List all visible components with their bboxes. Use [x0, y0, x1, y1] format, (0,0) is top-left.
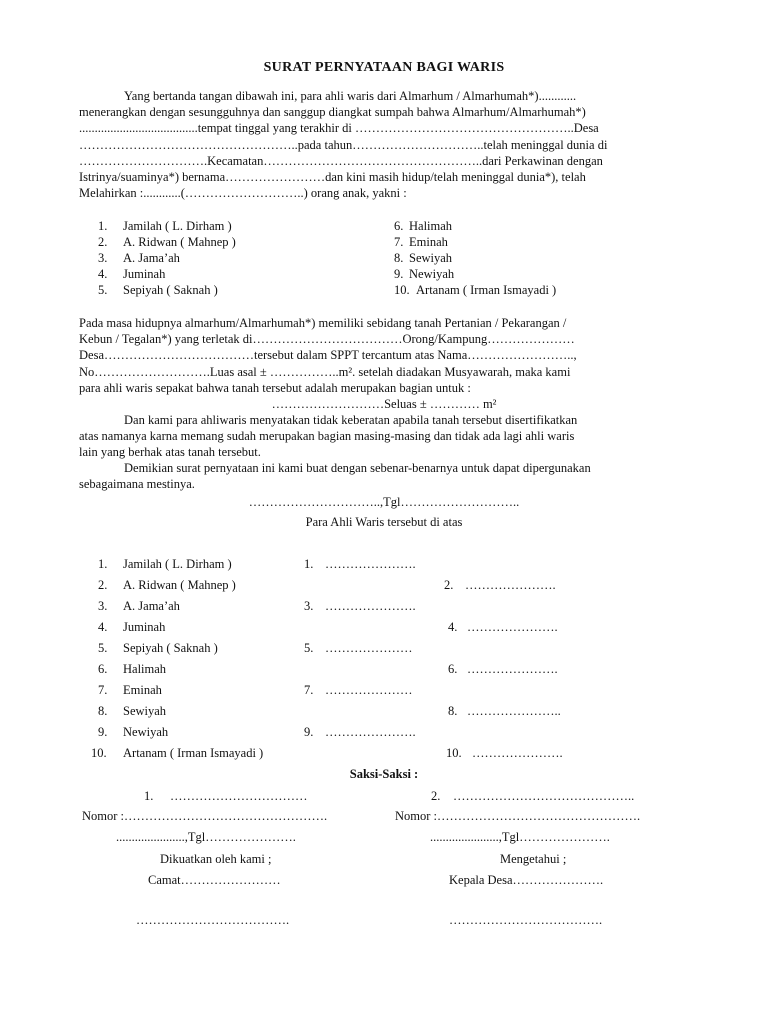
witness-signature-line: …………………………………….. [453, 789, 635, 803]
intro-line: ......................................tempat tinggal yang terakhir di ……………………………………………..Desa [79, 121, 599, 136]
signature-line: …………………. [465, 578, 556, 592]
signer-num: 8. [98, 704, 108, 718]
heir-name: Artanam ( Irman Ismayadi ) [416, 283, 557, 297]
intro-line: ………………………….Kecamatan……………………………………………..dari Perkawinan dengan [79, 153, 603, 168]
signer-num: 6. [98, 662, 108, 676]
witnesses-heading: Saksi-Saksi : [349, 767, 419, 781]
heir-name: Sepiyah ( Saknah ) [123, 283, 218, 297]
witness-date: ......................,Tgl…………………. [430, 830, 610, 844]
signature-num: 6. [448, 662, 458, 676]
kepala-desa-role: Kepala Desa…………………. [449, 873, 604, 887]
heir-name: Juminah [123, 267, 166, 281]
heir-name: Halimah [409, 219, 453, 233]
closing-paragraph [79, 460, 689, 492]
signature-line: …………………. [467, 620, 558, 634]
signature-line: …………………. [325, 599, 416, 613]
heir-num: 1. [98, 219, 108, 233]
heir-num: 4. [98, 267, 108, 281]
kepala-desa-signature-line: ………………………………. [449, 913, 603, 927]
signature-line: ………………… [325, 683, 413, 697]
intro-line: menerangkan dengan sesungguhnya dan sanggup diangkat sumpah bahwa Almarhum/Almarhumah*) [79, 105, 586, 120]
intro-line: ……………………………………………..pada tahun…………………………..telah meninggal dunia di [79, 137, 608, 152]
witness-nomor: Nomor :…………………………………………. [395, 809, 641, 823]
signer-name: A. Ridwan ( Mahnep ) [123, 578, 236, 592]
intro-paragraph [79, 88, 689, 201]
signer-num: 7. [98, 683, 108, 697]
heir-num: 6. [394, 219, 404, 233]
signature-line: …………………. [325, 557, 416, 571]
intro-line: Melahirkan :............(………………………..) orang anak, yakni : [79, 186, 407, 201]
signer-num: 2. [98, 578, 108, 592]
signer-num: 9. [98, 725, 108, 739]
signer-name: Jamilah ( L. Dirham ) [123, 557, 232, 571]
heir-num: 7. [394, 235, 404, 249]
land-line: Kebun / Tegalan*) yang terletak di………………………………Orong/Kampung………………… [79, 332, 575, 347]
land-line: Pada masa hidupnya almarhum/Almarhumah*) memiliki sebidang tanah Pertanian / Pekarangan / [79, 316, 567, 330]
signer-name: Sepiyah ( Saknah ) [123, 641, 218, 655]
signature-num: 1. [304, 557, 314, 571]
statement-line: atas namanya karna memang sudah merupakan bagian masing-masing dan tidak ada lagi ahli waris [79, 429, 575, 444]
statement-paragraph [79, 412, 689, 461]
land-paragraph [79, 315, 689, 396]
signer-name: Eminah [123, 683, 162, 697]
signature-num: 7. [304, 683, 314, 697]
heir-num: 10. [394, 283, 410, 297]
signature-num: 9. [304, 725, 314, 739]
signer-num: 5. [98, 641, 108, 655]
land-line: No……………………….Luas asal ± ……………..m². setelah diadakan Musyawarah, maka kami [79, 364, 571, 379]
date-line: …………………………..,Tgl……………………….. [248, 495, 520, 509]
camat-signature-line: ………………………………. [136, 913, 290, 927]
signer-name: Sewiyah [123, 704, 167, 718]
heir-num: 5. [98, 283, 108, 297]
heir-name: A. Jama’ah [123, 251, 180, 265]
land-line: Desa………………………………tersebut dalam SPPT tercantum atas Nama…………………….., [79, 348, 577, 363]
heir-num: 9. [394, 267, 404, 281]
signer-name: Halimah [123, 662, 167, 676]
heir-num: 8. [394, 251, 404, 265]
statement-line: Dan kami para ahliwaris menyatakan tidak keberatan apabila tanah tersebut disertifikatkan [124, 413, 578, 427]
witness-num: 1. [144, 789, 154, 803]
statement-line: lain yang berhak atas tanah tersebut. [79, 445, 261, 460]
witness-nomor: Nomor :…………………………………………. [82, 809, 328, 823]
witness-date: ......................,Tgl…………………. [116, 830, 296, 844]
closing-line: Demikian surat pernyataan ini kami buat dengan sebenar-benarnya untuk dapat dipergunakan [124, 461, 591, 475]
signature-num: 2. [444, 578, 454, 592]
heir-name: Jamilah ( L. Dirham ) [123, 219, 232, 233]
signature-line: …………………. [325, 725, 416, 739]
heir-name: Sewiyah [409, 251, 453, 265]
signature-num: 4. [448, 620, 458, 634]
signer-num: 10. [91, 746, 107, 760]
heir-num: 3. [98, 251, 108, 265]
land-line: para ahli waris sepakat bahwa tanah tersebut adalah merupakan bagian untuk : [79, 380, 471, 395]
closing-line: sebagaimana mestinya. [79, 477, 195, 492]
heir-num: 2. [98, 235, 108, 249]
witness-signature-line: …………………………… [170, 789, 308, 803]
signer-name: Artanam ( Irman Ismayadi ) [123, 746, 264, 760]
signer-num: 3. [98, 599, 108, 613]
signature-line: ………………….. [467, 704, 561, 718]
signer-name: Newiyah [123, 725, 169, 739]
signature-num: 5. [304, 641, 314, 655]
signature-line: …………………. [472, 746, 563, 760]
camat-role: Camat…………………… [148, 873, 281, 887]
intro-line: Yang bertanda tangan dibawah ini, para ahli waris dari Almarhum / Almarhumah*)............ [124, 89, 577, 103]
signature-num: 10. [446, 746, 462, 760]
document-title: SURAT PERNYATAAN BAGI WARIS [263, 60, 505, 75]
witness-num: 2. [431, 789, 441, 803]
signature-num: 8. [448, 704, 458, 718]
camat-label: Dikuatkan oleh kami ; [160, 852, 272, 866]
signers-heading: Para Ahli Waris tersebut di atas [305, 515, 463, 529]
seluas-line: ………………………Seluas ± ………… m² [271, 397, 497, 411]
heir-name: Eminah [409, 235, 448, 249]
signature-num: 3. [304, 599, 314, 613]
signature-line: …………………. [467, 662, 558, 676]
signer-num: 1. [98, 557, 108, 571]
heir-name: Newiyah [409, 267, 455, 281]
kepala-desa-label: Mengetahui ; [500, 852, 567, 866]
signer-num: 4. [98, 620, 108, 634]
heir-name: A. Ridwan ( Mahnep ) [123, 235, 236, 249]
signer-name: Juminah [123, 620, 166, 634]
signer-name: A. Jama’ah [123, 599, 180, 613]
signature-line: ………………… [325, 641, 413, 655]
intro-line: Istrinya/suaminya*) bernama……………………dan kini masih hidup/telah meninggal dunia*), telah [79, 170, 586, 185]
